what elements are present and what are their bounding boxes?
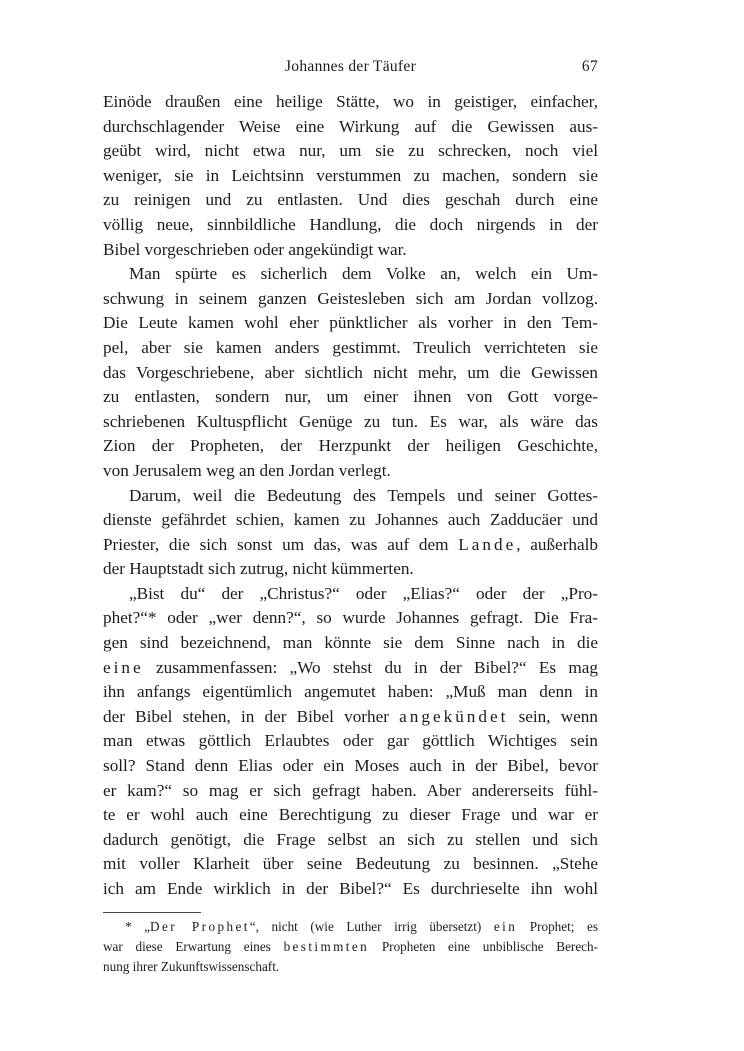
text-segment: , außerhalb xyxy=(516,534,599,554)
text-line: phet?“* oder „wer denn?“, so wurde Johannes gefragt. Die Fra- xyxy=(103,608,598,628)
text-line: te er wohl auch eine Berechtigung zu dieser Frage und war er xyxy=(103,805,598,825)
spaced-emphasis: Lande xyxy=(458,534,517,554)
text-line: von Jerusalem weg an den Jordan verlegt. xyxy=(103,460,391,480)
spaced-emphasis: ein xyxy=(493,918,518,934)
text-line: weniger, sie in Leichtsinn verstummen zu machen, sondern sie xyxy=(103,165,598,185)
text-segment: * „ xyxy=(125,918,151,934)
paragraph-4 xyxy=(103,582,598,902)
text-line: man etwas göttlich Erlaubtes oder gar göttlich Wichtiges sein xyxy=(103,731,598,751)
text-line xyxy=(103,533,598,558)
text-line: zu entlasten, sondern nur, um einer ihnen von Gott vorge- xyxy=(103,387,598,407)
text-line: Einöde draußen eine heilige Stätte, wo in geistiger, einfacher, xyxy=(103,92,598,111)
text-line xyxy=(103,656,598,681)
text-line: Die Leute kamen wohl eher pünktlicher als vorher in den Tem- xyxy=(103,313,598,333)
running-header xyxy=(103,58,598,80)
text-line: durchschlagender Weise eine Wirkung auf die Gewissen aus- xyxy=(103,116,598,136)
text-segment: zusammenfassen: „Wo stehst du in der Bibel?“ Es mag xyxy=(143,657,598,677)
footnote-divider xyxy=(103,912,201,913)
text-line: der Hauptstadt sich zutrug, nicht kümmerten. xyxy=(103,559,414,579)
text-line: Darum, weil die Bedeutung des Tempels und seiner Gottes- xyxy=(129,485,598,505)
text-line: schwung in seinem ganzen Geistesleben sich am Jordan vollzog. xyxy=(103,288,598,308)
text-line: das Vorgeschriebene, aber sichtlich nicht mehr, um die Gewissen xyxy=(103,362,598,382)
text-line: dadurch genötigt, die Frage selbst an sich zu stellen und sich xyxy=(103,829,598,849)
text-line: zu reinigen und zu entlasten. Und dies geschah durch eine xyxy=(103,190,598,210)
footnote-line xyxy=(103,917,598,937)
page-number: 67 xyxy=(581,58,598,75)
text-line: gen sind bezeichnend, man könnte sie dem Sinne nach in die xyxy=(103,633,598,653)
text-segment: Priester, die sich sonst um das, was auf dem xyxy=(103,534,459,554)
text-line: er kam?“ so mag er sich gefragt haben. Aber andererseits fühl- xyxy=(103,780,598,800)
paragraph-3 xyxy=(103,484,598,582)
text-line: geübt wird, nicht etwa nur, um sie zu schrecken, noch viel xyxy=(103,141,598,161)
text-segment: Prophet; es xyxy=(517,918,598,934)
paragraph-2 xyxy=(103,262,598,483)
book-page xyxy=(103,58,598,977)
running-title: Johannes der Täufer xyxy=(284,58,417,75)
text-line: dienste gefährdet schien, kamen zu Johannes auch Zadducäer und xyxy=(103,510,598,530)
footnote xyxy=(103,917,598,977)
text-line: „Bist du“ der „Christus?“ oder „Elias?“ oder der „Pro- xyxy=(129,583,598,603)
text-line: ihn anfangs eigentümlich angemutet haben: „Muß man denn in xyxy=(103,682,598,702)
text-segment: “, nicht (wie Luther irrig übersetzt) xyxy=(249,918,494,934)
text-line xyxy=(103,705,598,730)
text-line: mit voller Klarheit über seine Bedeutung zu besinnen. „Stehe xyxy=(103,854,598,874)
body-text xyxy=(103,90,598,902)
text-line: pel, aber sie kamen anders gestimmt. Treulich verrichteten sie xyxy=(103,337,598,357)
text-line: Zion der Propheten, der Herzpunkt der heiligen Geschichte, xyxy=(103,436,598,456)
spaced-emphasis: eine xyxy=(103,657,144,677)
spaced-emphasis: angekündet xyxy=(399,706,509,726)
spaced-emphasis: Der Prophet xyxy=(150,918,250,934)
text-segment: war diese Erwartung eines xyxy=(103,938,284,954)
text-line: Man spürte es sicherlich dem Volke an, welch ein Um- xyxy=(129,264,598,284)
footnote-line: nung ihrer Zukunftswissenschaft. xyxy=(103,958,280,974)
text-segment: der Bibel stehen, in der Bibel vorher xyxy=(103,706,400,726)
text-segment: Propheten eine unbiblische Berech- xyxy=(369,938,599,954)
text-line: soll? Stand denn Elias oder ein Moses auch in der Bibel, bevor xyxy=(103,756,598,776)
text-line: völlig neue, sinnbildliche Handlung, die doch nirgends in der xyxy=(103,214,598,234)
spaced-emphasis: bestimmten xyxy=(283,938,370,954)
text-line: Bibel vorgeschrieben oder angekündigt war. xyxy=(103,239,407,259)
footnote-line xyxy=(103,937,598,957)
text-line: schriebenen Kultuspflicht Genüge zu tun. Es war, als wäre das xyxy=(103,411,598,431)
text-segment: sein, wenn xyxy=(508,706,598,726)
paragraph-1 xyxy=(103,90,598,262)
text-line: ich am Ende wirklich in der Bibel?“ Es durchrieselte ihn wohl xyxy=(103,879,598,898)
